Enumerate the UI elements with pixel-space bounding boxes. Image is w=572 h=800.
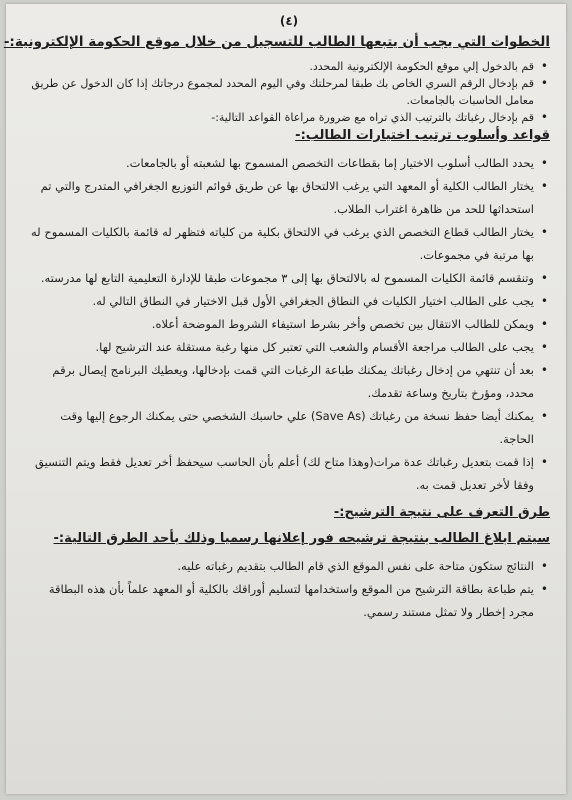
section1-list bbox=[28, 58, 550, 126]
list-item: • إذا قمت بتعديل رغباتك عدة مرات(وهذا متاح لك) أعلم بأن الحاسب سيحفظ أخر تعديل فقط ويتم التنسيق وفقا لأخر تعديل قمت به. bbox=[28, 451, 550, 497]
document-page bbox=[3, 4, 550, 794]
list-item: • يحدد الطالب أسلوب الاختيار إما بقطاعات التخصص المسموح بها لشعبته أو بالجامعات. bbox=[28, 152, 550, 175]
section2-list bbox=[28, 152, 550, 497]
section3-subheading: سيتم ابلاغ الطالب بنتيجة ترشيحه فور إعلانها رسميا وذلك بأحد الطرق التالية:- bbox=[53, 531, 550, 546]
list-item: • بعد أن تنتهي من إدخال رغباتك يمكنك طباعة الرغبات التي قمت بإدخالها، ويعطيك البرنامج إيصال برقم محدد، ومؤرخ بتاريخ وساعة تقدمك. bbox=[28, 359, 550, 405]
list-item: • قم بإدخال رغباتك بالترتيب الذي تراه مع ضرورة مراعاة القواعد التالية:- bbox=[28, 109, 550, 126]
section3-list bbox=[28, 555, 550, 624]
section3-heading: طرق التعرف على نتيجة الترشيح:- bbox=[333, 505, 550, 520]
paper-sheet bbox=[3, 4, 566, 794]
list-item: • يختار الطالب الكلية أو المعهد التي يرغب الالتحاق بها عن طريق قوائم التوزيع الجغرافي المتدرج والتي تم استحداثها للحد من ظاهرة اغتراب الطلاب. bbox=[28, 175, 550, 221]
list-item: • يجب على الطالب مراجعة الأقسام والشعب التي تعتبر كل منها رغبة مستقلة عند الترشيح لها. bbox=[28, 336, 550, 359]
list-item: • يختار الطالب قطاع التخصص الذي يرغب في الالتحاق بكلية من كلياته فتظهر له قائمة بالكليات المسموح له بها مرتبة في مجموعات. bbox=[28, 221, 550, 267]
list-item: • ويمكن للطالب الانتقال بين تخصص وأخر بشرط استيفاء الشروط الموضحة أعلاه. bbox=[28, 313, 550, 336]
list-item: • النتائج ستكون متاحة على نفس الموقع الذي قام الطالب بتقديم رغباته عليه. bbox=[28, 555, 550, 578]
list-item: • يتم طباعة بطاقة الترشيح من الموقع واستخدامها لتسليم أوراقك بالكلية أو المعهد علماً بأن هذه البطاقة مجرد إخطار ولا تمثل مستند رسمي. bbox=[28, 578, 550, 624]
list-item: • يجب على الطالب اختيار الكليات في النطاق الجغرافي الأول قبل الاختيار في النطاق التالي له. bbox=[28, 290, 550, 313]
section1-heading: الخطوات التي يجب أن يتبعها الطالب للتسجيل من خلال موقع الحكومة الإلكترونية:- bbox=[3, 34, 550, 50]
list-item: • قم بإدخال الرقم السري الخاص بك طبقا لمرحلتك وفي اليوم المحدد لمجموع درجاتك إذا كان الدخول عن طريق معامل الحاسبات بالجامعات. bbox=[28, 75, 550, 109]
list-item: • يمكنك أيضا حفظ نسخة من رغباتك (Save As) علي حاسبك الشخصي حتى يمكنك الرجوع إليها وقت الحاجة. bbox=[28, 405, 550, 451]
list-item: • قم بالدخول إلي موقع الحكومة الإلكترونية المحدد. bbox=[28, 58, 550, 75]
list-item: • وتنقسم قائمة الكليات المسموح له بالالتحاق بها إلى ٣ مجموعات طبقا للإدارة التعليمية التابع لها مدرسته. bbox=[28, 267, 550, 290]
section2-heading: قواعد وأسلوب ترتيب اختيارات الطالب:- bbox=[295, 128, 550, 143]
page-number: (٤) bbox=[279, 14, 299, 28]
